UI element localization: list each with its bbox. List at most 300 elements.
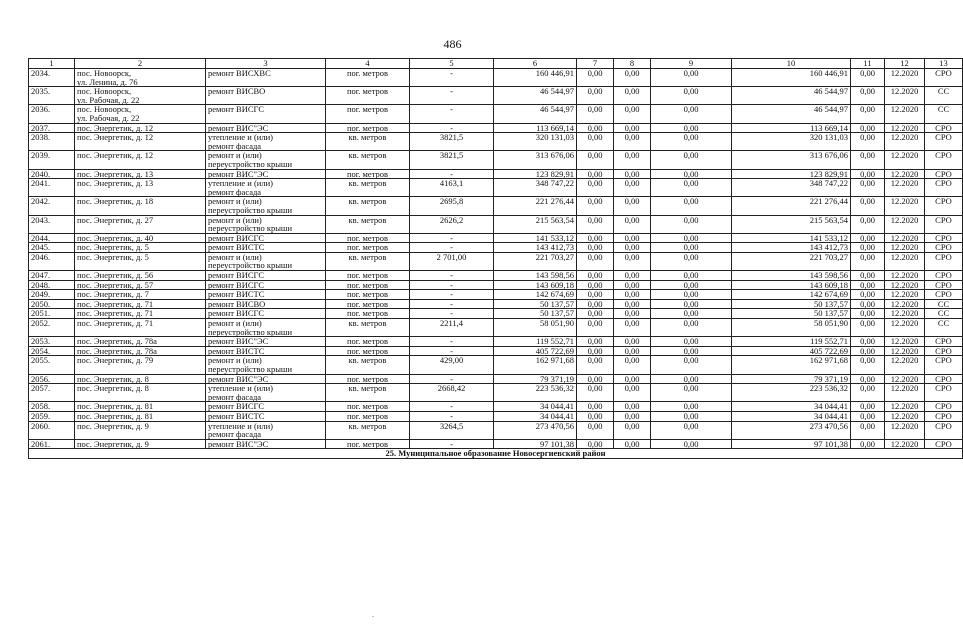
work-type-cell-line: переустройство крыши	[208, 260, 293, 271]
page-number: 486	[443, 37, 462, 51]
column-header: 3	[206, 59, 326, 69]
col7-cell: 0,00	[577, 374, 614, 384]
col11-cell: 0,00	[851, 151, 885, 169]
area-cell: -	[410, 243, 494, 253]
col11-cell: 0,00	[851, 439, 885, 449]
col10-cell: 58 051,90	[732, 319, 851, 337]
address-cell-line: пос. Энергетик, д. 71	[77, 308, 154, 319]
col7-cell: 0,00	[577, 215, 614, 233]
col10-cell: 313 676,06	[732, 151, 851, 169]
address-cell-line: пос. Энергетик, д. 9	[77, 438, 149, 449]
col7-cell: 0,00	[577, 299, 614, 309]
col8-cell: 0,00	[614, 411, 651, 421]
unit-cell: пог. метров	[326, 346, 410, 356]
table-row	[29, 243, 963, 253]
area-cell: -	[410, 105, 494, 123]
col7-cell: 0,00	[577, 319, 614, 337]
deadline-cell: 12.2020	[885, 215, 925, 233]
work-type-cell-line: утепление и (или)	[208, 178, 273, 189]
col8-cell: 0,00	[614, 421, 651, 439]
col11-cell: 0,00	[851, 243, 885, 253]
col10-cell: 97 101,38	[732, 439, 851, 449]
total-cost-cell: 143 609,18	[494, 280, 577, 290]
method-cell: СРО	[925, 290, 963, 300]
total-cost-cell: 313 676,06	[494, 151, 577, 169]
address-cell	[75, 384, 206, 402]
area-cell: 3821,5	[410, 151, 494, 169]
method-cell: СРО	[925, 169, 963, 179]
area-cell: -	[410, 402, 494, 412]
work-type-cell	[206, 290, 326, 300]
col7-cell: 0,00	[577, 197, 614, 215]
method-cell: СРО	[925, 252, 963, 270]
col8-cell: 0,00	[614, 280, 651, 290]
address-cell-line: пос. Энергетик, д. 79	[77, 355, 154, 366]
work-type-cell-line: ремонт ВИС"ЭС	[208, 336, 269, 347]
area-cell: -	[410, 87, 494, 105]
col9-cell: 0,00	[651, 252, 732, 270]
col7-cell: 0,00	[577, 421, 614, 439]
total-cost-cell: 160 446,91	[494, 69, 577, 87]
col9-cell: 0,00	[651, 243, 732, 253]
total-cost-cell: 223 536,32	[494, 384, 577, 402]
col10-cell: 119 552,71	[732, 337, 851, 347]
row-number: 2038.	[29, 133, 75, 151]
address-cell-line: пос. Энергетик, д. 27	[77, 214, 154, 225]
col10-cell: 143 598,56	[732, 271, 851, 281]
col8-cell: 0,00	[614, 309, 651, 319]
column-header: 5	[410, 59, 494, 69]
unit-cell: кв. метров	[326, 151, 410, 169]
method-cell: СРО	[925, 402, 963, 412]
area-cell: 3264,5	[410, 421, 494, 439]
total-cost-cell: 348 747,22	[494, 179, 577, 197]
address-cell-line: пос. Энергетик, д. 18	[77, 196, 154, 207]
deadline-cell: 12.2020	[885, 151, 925, 169]
deadline-cell: 12.2020	[885, 319, 925, 337]
column-header: 4	[326, 59, 410, 69]
col10-cell: 223 536,32	[732, 384, 851, 402]
col10-cell: 46 544,97	[732, 87, 851, 105]
method-cell: СС	[925, 105, 963, 123]
work-type-cell-line: ремонт и (или)	[208, 196, 262, 207]
col8-cell: 0,00	[614, 439, 651, 449]
work-type-cell-line: ремонт ВИСВО	[208, 298, 266, 309]
deadline-cell: 12.2020	[885, 374, 925, 384]
total-cost-cell: 79 371,19	[494, 374, 577, 384]
col10-cell: 162 971,68	[732, 356, 851, 374]
unit-cell: пог. метров	[326, 169, 410, 179]
work-type-cell-line: ремонт ВИС"ЭС	[208, 438, 269, 449]
col8-cell: 0,00	[614, 346, 651, 356]
col9-cell: 0,00	[651, 87, 732, 105]
work-type-cell-line: ремонт ВИСТС	[208, 289, 265, 300]
unit-cell: пог. метров	[326, 271, 410, 281]
method-cell: СРО	[925, 280, 963, 290]
address-cell-line: пос. Энергетик, д. 57	[77, 279, 154, 290]
address-cell	[75, 105, 206, 123]
address-cell-line: пос. Энергетик, д. 5	[77, 251, 149, 262]
col11-cell: 0,00	[851, 215, 885, 233]
unit-cell: кв. метров	[326, 384, 410, 402]
col11-cell: 0,00	[851, 290, 885, 300]
col7-cell: 0,00	[577, 356, 614, 374]
table-row	[29, 252, 963, 270]
work-type-cell-line: ремонт ВИСГС	[208, 308, 264, 319]
table-row	[29, 133, 963, 151]
col7-cell: 0,00	[577, 309, 614, 319]
row-number: 2035.	[29, 87, 75, 105]
address-cell	[75, 215, 206, 233]
area-cell: -	[410, 69, 494, 87]
table-row	[29, 69, 963, 87]
address-cell-line: пос. Энергетик, д. 12	[77, 150, 154, 161]
col11-cell: 0,00	[851, 252, 885, 270]
col10-cell: 320 131,03	[732, 133, 851, 151]
unit-cell: пог. метров	[326, 337, 410, 347]
col7-cell: 0,00	[577, 69, 614, 87]
col9-cell: 0,00	[651, 169, 732, 179]
unit-cell: пог. метров	[326, 243, 410, 253]
col8-cell: 0,00	[614, 319, 651, 337]
column-header: 1	[29, 59, 75, 69]
col10-cell: 113 669,14	[732, 123, 851, 133]
work-type-cell-line: переустройство крыши	[208, 326, 293, 337]
column-header: 2	[75, 59, 206, 69]
col10-cell: 143 412,73	[732, 243, 851, 253]
col9-cell: 0,00	[651, 69, 732, 87]
deadline-cell: 12.2020	[885, 439, 925, 449]
deadline-cell: 12.2020	[885, 169, 925, 179]
work-type-cell-line: переустройство крыши	[208, 364, 293, 374]
deadline-cell: 12.2020	[885, 133, 925, 151]
work-type-cell-line: ремонт ВИСТС	[208, 410, 265, 421]
col9-cell: 0,00	[651, 151, 732, 169]
col7-cell: 0,00	[577, 346, 614, 356]
work-type-cell	[206, 319, 326, 337]
deadline-cell: 12.2020	[885, 402, 925, 412]
method-cell: СРО	[925, 356, 963, 374]
col9-cell: 0,00	[651, 421, 732, 439]
area-cell: 2668,42	[410, 384, 494, 402]
unit-cell: пог. метров	[326, 290, 410, 300]
area-cell: -	[410, 374, 494, 384]
table-row	[29, 215, 963, 233]
row-number: 2036.	[29, 105, 75, 123]
work-type-cell-line: ремонт и (или)	[208, 251, 262, 262]
address-cell	[75, 243, 206, 253]
col11-cell: 0,00	[851, 169, 885, 179]
method-cell: СРО	[925, 439, 963, 449]
total-cost-cell: 143 598,56	[494, 271, 577, 281]
work-type-cell	[206, 179, 326, 197]
col11-cell: 0,00	[851, 179, 885, 197]
method-cell: СС	[925, 319, 963, 337]
address-cell	[75, 356, 206, 374]
col9-cell: 0,00	[651, 374, 732, 384]
row-number: 2040.	[29, 169, 75, 179]
deadline-cell: 12.2020	[885, 280, 925, 290]
table-row	[29, 421, 963, 439]
work-type-cell-line: утепление и (или)	[208, 383, 273, 394]
row-number: 2037.	[29, 123, 75, 133]
method-cell: СРО	[925, 215, 963, 233]
row-number: 2034.	[29, 69, 75, 87]
col9-cell: 0,00	[651, 299, 732, 309]
col9-cell: 0,00	[651, 179, 732, 197]
col7-cell: 0,00	[577, 290, 614, 300]
address-cell	[75, 151, 206, 169]
work-type-cell	[206, 337, 326, 347]
col11-cell: 0,00	[851, 374, 885, 384]
col9-cell: 0,00	[651, 356, 732, 374]
work-type-cell-line: переустройство крыши	[208, 223, 293, 234]
work-type-cell	[206, 69, 326, 87]
work-type-cell	[206, 105, 326, 123]
col8-cell: 0,00	[614, 402, 651, 412]
row-number: 2045.	[29, 243, 75, 253]
col7-cell: 0,00	[577, 337, 614, 347]
address-cell-line: пос. Энергетик, д. 13	[77, 168, 154, 179]
section-row	[29, 449, 963, 459]
col9-cell: 0,00	[651, 197, 732, 215]
work-type-cell-line: ремонт фасада	[208, 429, 262, 440]
col11-cell: 0,00	[851, 337, 885, 347]
area-cell: -	[410, 271, 494, 281]
deadline-cell: 12.2020	[885, 233, 925, 243]
row-number: 2049.	[29, 290, 75, 300]
method-cell: СРО	[925, 233, 963, 243]
col10-cell: 34 044,41	[732, 402, 851, 412]
col11-cell: 0,00	[851, 421, 885, 439]
row-number: 2054.	[29, 346, 75, 356]
area-cell: -	[410, 299, 494, 309]
col8-cell: 0,00	[614, 69, 651, 87]
col11-cell: 0,00	[851, 356, 885, 374]
unit-cell: кв. метров	[326, 421, 410, 439]
unit-cell: пог. метров	[326, 374, 410, 384]
col8-cell: 0,00	[614, 243, 651, 253]
col11-cell: 0,00	[851, 69, 885, 87]
unit-cell: кв. метров	[326, 179, 410, 197]
deadline-cell: 12.2020	[885, 197, 925, 215]
table-row	[29, 356, 963, 374]
col8-cell: 0,00	[614, 87, 651, 105]
deadline-cell: 12.2020	[885, 337, 925, 347]
col7-cell: 0,00	[577, 252, 614, 270]
column-number-row	[29, 59, 963, 69]
col7-cell: 0,00	[577, 384, 614, 402]
row-number: 2044.	[29, 233, 75, 243]
method-cell: СС	[925, 299, 963, 309]
address-cell-line: пос. Энергетик, д. 13	[77, 178, 154, 189]
address-cell-line: пос. Энергетик, д. 9	[77, 420, 149, 431]
col11-cell: 0,00	[851, 133, 885, 151]
col10-cell: 142 674,69	[732, 290, 851, 300]
area-cell: -	[410, 123, 494, 133]
work-type-cell-line: ремонт ВИС"ЭС	[208, 122, 269, 133]
method-cell: СРО	[925, 421, 963, 439]
address-cell-line: пос. Энергетик, д. 71	[77, 298, 154, 309]
address-cell	[75, 290, 206, 300]
deadline-cell: 12.2020	[885, 421, 925, 439]
scan-mark: .	[372, 610, 374, 619]
col7-cell: 0,00	[577, 439, 614, 449]
col7-cell: 0,00	[577, 402, 614, 412]
table-row	[29, 197, 963, 215]
address-cell	[75, 439, 206, 449]
table-row	[29, 384, 963, 402]
total-cost-cell: 50 137,57	[494, 299, 577, 309]
area-cell: -	[410, 169, 494, 179]
method-cell: СРО	[925, 69, 963, 87]
total-cost-cell: 273 470,56	[494, 421, 577, 439]
method-cell: СРО	[925, 197, 963, 215]
col9-cell: 0,00	[651, 233, 732, 243]
col10-cell: 221 276,44	[732, 197, 851, 215]
total-cost-cell: 123 829,91	[494, 169, 577, 179]
col8-cell: 0,00	[614, 384, 651, 402]
table-row	[29, 179, 963, 197]
deadline-cell: 12.2020	[885, 271, 925, 281]
table-row	[29, 319, 963, 337]
work-type-cell	[206, 151, 326, 169]
total-cost-cell: 320 131,03	[494, 133, 577, 151]
col8-cell: 0,00	[614, 215, 651, 233]
row-number: 2057.	[29, 384, 75, 402]
col8-cell: 0,00	[614, 271, 651, 281]
total-cost-cell: 215 563,54	[494, 215, 577, 233]
area-cell: 4163,1	[410, 179, 494, 197]
column-header: 11	[851, 59, 885, 69]
col10-cell: 123 829,91	[732, 169, 851, 179]
unit-cell: пог. метров	[326, 280, 410, 290]
table-row	[29, 271, 963, 281]
unit-cell: пог. метров	[326, 411, 410, 421]
row-number: 2046.	[29, 252, 75, 270]
unit-cell: кв. метров	[326, 197, 410, 215]
work-type-cell	[206, 243, 326, 253]
work-type-cell-line: ремонт и (или)	[208, 355, 262, 366]
work-type-cell-line: ремонт ВИСТС	[208, 242, 265, 253]
address-cell-line: пос. Энергетик, д. 5	[77, 242, 149, 253]
row-number: 2058.	[29, 402, 75, 412]
address-cell	[75, 411, 206, 421]
address-cell	[75, 271, 206, 281]
work-type-cell-line: ремонт фасада	[208, 186, 262, 197]
area-cell: -	[410, 337, 494, 347]
total-cost-cell: 58 051,90	[494, 319, 577, 337]
address-cell	[75, 87, 206, 105]
address-cell-line: пос. Энергетик, д. 7	[77, 289, 149, 300]
deadline-cell: 12.2020	[885, 346, 925, 356]
col9-cell: 0,00	[651, 319, 732, 337]
column-header: 13	[925, 59, 963, 69]
address-cell-line: пос. Энергетик, д. 12	[77, 132, 154, 143]
address-cell-line: пос. Энергетик, д. 78а	[77, 345, 157, 356]
col7-cell: 0,00	[577, 179, 614, 197]
total-cost-cell: 119 552,71	[494, 337, 577, 347]
area-cell: 429,00	[410, 356, 494, 374]
total-cost-cell: 405 722,69	[494, 346, 577, 356]
column-header: 8	[614, 59, 651, 69]
area-cell: -	[410, 233, 494, 243]
work-type-cell	[206, 439, 326, 449]
col10-cell: 50 137,57	[732, 299, 851, 309]
unit-cell: кв. метров	[326, 215, 410, 233]
row-number: 2047.	[29, 271, 75, 281]
col11-cell: 0,00	[851, 384, 885, 402]
row-number: 2041.	[29, 179, 75, 197]
col11-cell: 0,00	[851, 197, 885, 215]
col11-cell: 0,00	[851, 299, 885, 309]
address-cell-line: пос. Новоорск,	[77, 104, 132, 115]
col9-cell: 0,00	[651, 215, 732, 233]
total-cost-cell: 221 703,27	[494, 252, 577, 270]
col9-cell: 0,00	[651, 439, 732, 449]
work-type-cell-line: ремонт ВИСГС	[208, 401, 264, 412]
unit-cell: пог. метров	[326, 299, 410, 309]
deadline-cell: 12.2020	[885, 243, 925, 253]
row-number: 2042.	[29, 197, 75, 215]
col11-cell: 0,00	[851, 346, 885, 356]
unit-cell: кв. метров	[326, 356, 410, 374]
address-cell-line: пос. Энергетик, д. 81	[77, 401, 154, 412]
area-cell: -	[410, 280, 494, 290]
col9-cell: 0,00	[651, 290, 732, 300]
col9-cell: 0,00	[651, 346, 732, 356]
address-cell	[75, 337, 206, 347]
work-type-cell-line: ремонт фасада	[208, 140, 262, 151]
work-type-cell	[206, 197, 326, 215]
work-type-cell-line: ремонт фасада	[208, 391, 262, 402]
address-cell-line: ул. Ленина, д. 76	[77, 76, 138, 87]
col7-cell: 0,00	[577, 105, 614, 123]
unit-cell: пог. метров	[326, 439, 410, 449]
col8-cell: 0,00	[614, 179, 651, 197]
col11-cell: 0,00	[851, 87, 885, 105]
work-type-cell	[206, 271, 326, 281]
deadline-cell: 12.2020	[885, 290, 925, 300]
work-type-cell-line: ремонт ВИСГС	[208, 104, 264, 115]
col7-cell: 0,00	[577, 123, 614, 133]
col7-cell: 0,00	[577, 411, 614, 421]
row-number: 2043.	[29, 215, 75, 233]
row-number: 2059.	[29, 411, 75, 421]
col10-cell: 143 609,18	[732, 280, 851, 290]
col7-cell: 0,00	[577, 280, 614, 290]
capital-repair-table	[28, 58, 963, 459]
deadline-cell: 12.2020	[885, 123, 925, 133]
total-cost-cell: 221 276,44	[494, 197, 577, 215]
work-type-cell	[206, 215, 326, 233]
address-cell-line: пос. Энергетик, д. 56	[77, 270, 154, 281]
deadline-cell: 12.2020	[885, 179, 925, 197]
total-cost-cell: 143 412,73	[494, 243, 577, 253]
row-number: 2050.	[29, 299, 75, 309]
deadline-cell: 12.2020	[885, 299, 925, 309]
work-type-cell-line: переустройство крыши	[208, 158, 293, 169]
col8-cell: 0,00	[614, 169, 651, 179]
address-cell-line: пос. Новоорск,	[77, 68, 132, 78]
method-cell: СРО	[925, 243, 963, 253]
work-type-cell-line: утепление и (или)	[208, 420, 273, 431]
col9-cell: 0,00	[651, 271, 732, 281]
col9-cell: 0,00	[651, 402, 732, 412]
unit-cell: пог. метров	[326, 105, 410, 123]
address-cell	[75, 69, 206, 87]
total-cost-cell: 34 044,41	[494, 402, 577, 412]
